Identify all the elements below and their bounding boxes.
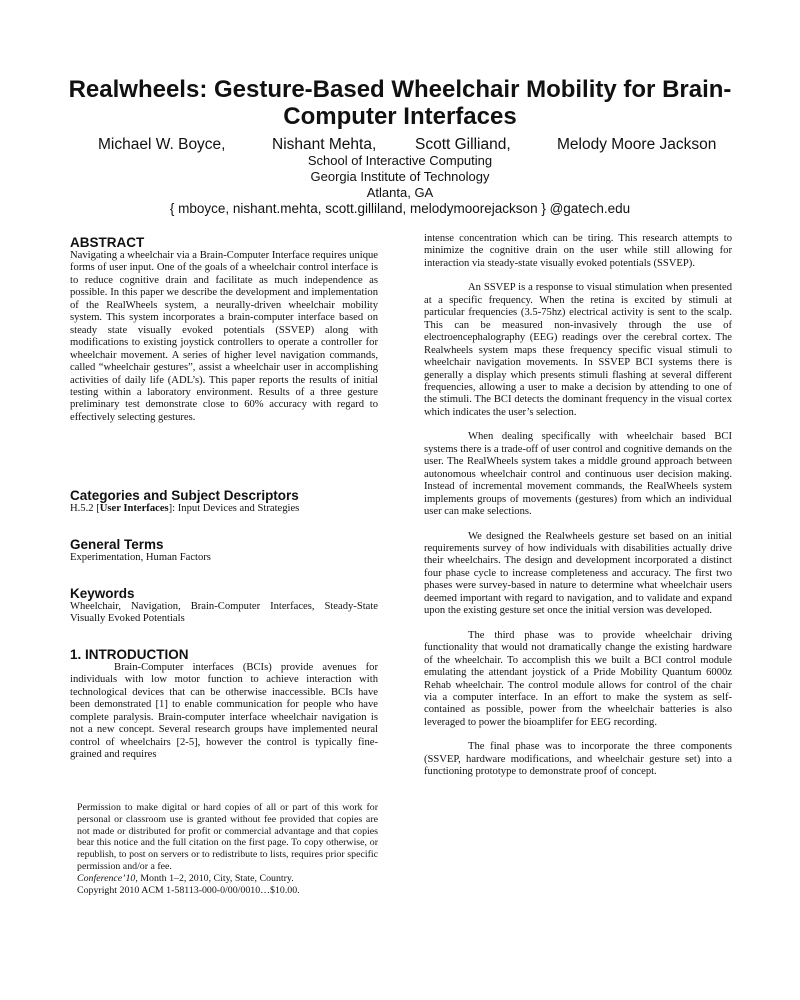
author-name: Melody Moore Jackson [557,136,717,153]
permission-text: Permission to make digital or hard copies of all or part of this work for personal or classroom use is granted without fee provided that copies are not made or distributed for profit or commercial advantage and that copies bear this notice and the full citation on the first page. To copy otherwise, or republish, to post on servers or to redistribute to lists, requires prior specific permission and/or a fee. [77,802,378,872]
paper-title: Realwheels: Gesture-Based Wheelchair Mobility for Brain-Computer Interfaces [68,76,732,130]
keywords-text: Wheelchair, Navigation, Brain-Computer Interfaces, Steady-State Visually Evoked Potentials [70,601,378,625]
categories-section [70,488,378,515]
body-paragraph: intense concentration which can be tiring. This research attempts to minimize the cognitive drain on the user while still allowing for interaction via steady-state visually evoked potentials (SSVEP). [424,233,732,269]
author-emails: { mboyce, nishant.mehta, scott.gilliland, melodymoorejackson } @gatech.edu [169,201,631,216]
general-terms-heading: General Terms [70,537,164,552]
body-paragraph: When dealing specifically with wheelchair based BCI systems there is a trade-off of user control and cognitive demands on the user. The RealWheels system takes a middle ground approach between autonomous wheelchair control and continuous user decision making. Instead of incremental movement commands, the RealWheels system implements groups of movements (gestures) from which an individual user can make selections. [424,431,732,518]
keywords-heading: Keywords [70,586,135,601]
permission-block [77,802,378,896]
body-paragraph: We designed the Realwheels gesture set based on an initial requirements survey of how individuals with disabilities actually drive their wheelchairs. The design and development incorporated a distinct four phase cycle to increase completeness and accuracy. The first two phases were survey-based in nature to determine what wheelchair users deemed important with regard to navigation, and to validate and expand upon the existing gesture set once the initial version was developed. [424,530,732,617]
keywords-section [70,586,378,626]
author-name: Scott Gilliand, [415,136,511,153]
right-column [424,233,732,779]
categories-heading: Categories and Subject Descriptors [70,488,299,503]
author-name: Nishant Mehta, [272,136,377,153]
affiliation-institution: Georgia Institute of Technology [310,169,490,184]
body-paragraph: The third phase was to provide wheelchair driving functionality that would not dramatically change the existing hardware of the wheelchair. To accomplish this we built a BCI control module emulating the attendant joystick of a Pride Mobility Quantum 6000z Rehab wheelchair. The control module allows for control of the chair via a computer interface. In an effort to make the system as self-contained as possible, power from the wheelchair batteries is also leveraged to power the bioamplifer for EEG recording. [424,629,732,728]
body-paragraph: The final phase was to incorporate the three components (SSVEP, hardware modifications, and wheelchair gesture set) into a functioning prototype to demonstrate proof of concept. [424,741,732,778]
categories-text: H.5.2 [User Interfaces]: Input Devices and Strategies [70,503,300,514]
introduction-section [70,647,378,762]
author-name: Michael W. Boyce, [98,136,226,153]
introduction-paragraph: Brain-Computer interfaces (BCIs) provide avenues for individuals with low motor function to achieve interaction with technological devices that can be otherwise inaccessible. BCIs have been demonstrated [1] to enable communication for people who have complete paralysis. Brain-computer interface wheelchair navigation is not a new concept. Several research groups have implemented neural control of wheelchairs [2-5], however the control is typically fine-grained and requires [70,662,378,761]
general-terms-text: Experimentation, Human Factors [70,552,211,563]
affiliation-dept: School of Interactive Computing [307,153,493,168]
abstract-heading: ABSTRACT [70,235,145,250]
general-terms-section [70,537,378,564]
affiliation-location: Atlanta, GA [366,185,434,200]
body-paragraph: An SSVEP is a response to visual stimulation when presented at a specific frequency. When the retina is excited by stimuli at particular frequencies (3.5-75hz) electrical activity is sent to the scalp. This can be measured non-invasively through the use of electroencephalography (EEG) readings over the cerebral cortex. The Realwheels system maps these frequency specific visual stimuli to wheelchair navigation movements. In SSVEP BCI systems there is generally a display which presents stimuli flashing at several different frequencies, allowing a user to make a decision by attending to one of the stimuli. The BCI detects the dominant frequency in the visual cortex which indicates the user’s selection. [424,282,732,418]
introduction-heading: 1. INTRODUCTION [70,647,189,662]
abstract-text: Navigating a wheelchair via a Brain-Computer Interface requires unique forms of user input. One of the goals of a wheelchair control interface is to reduce cognitive drain and facilitate as much independence as possible. In this paper we describe the development and implementation of the RealWheels system, a neurally-driven wheelchair mobility system. This system incorporates a brain-computer interface based on steady state visually evoked potentials (SSVEP) along with modifications to existing joystick controllers to operate a controller for wheelchair movement. A series of higher level navigation commands, called “wheelchair gestures”, assist a wheelchair user in accomplishing activities of daily life (ADL’s). This paper reports the results of initial testing within a laboratory environment. Results of a three gesture preliminary test demonstrate close to 60% accuracy with regard to effectively selecting gestures. [70,250,378,423]
copyright-line: Copyright 2010 ACM 1-58113-000-0/00/0010…$10.00. [77,884,300,896]
conference-line: Conference’10, Month 1–2, 2010, City, State, Country. [77,872,294,884]
abstract-section [70,235,378,424]
